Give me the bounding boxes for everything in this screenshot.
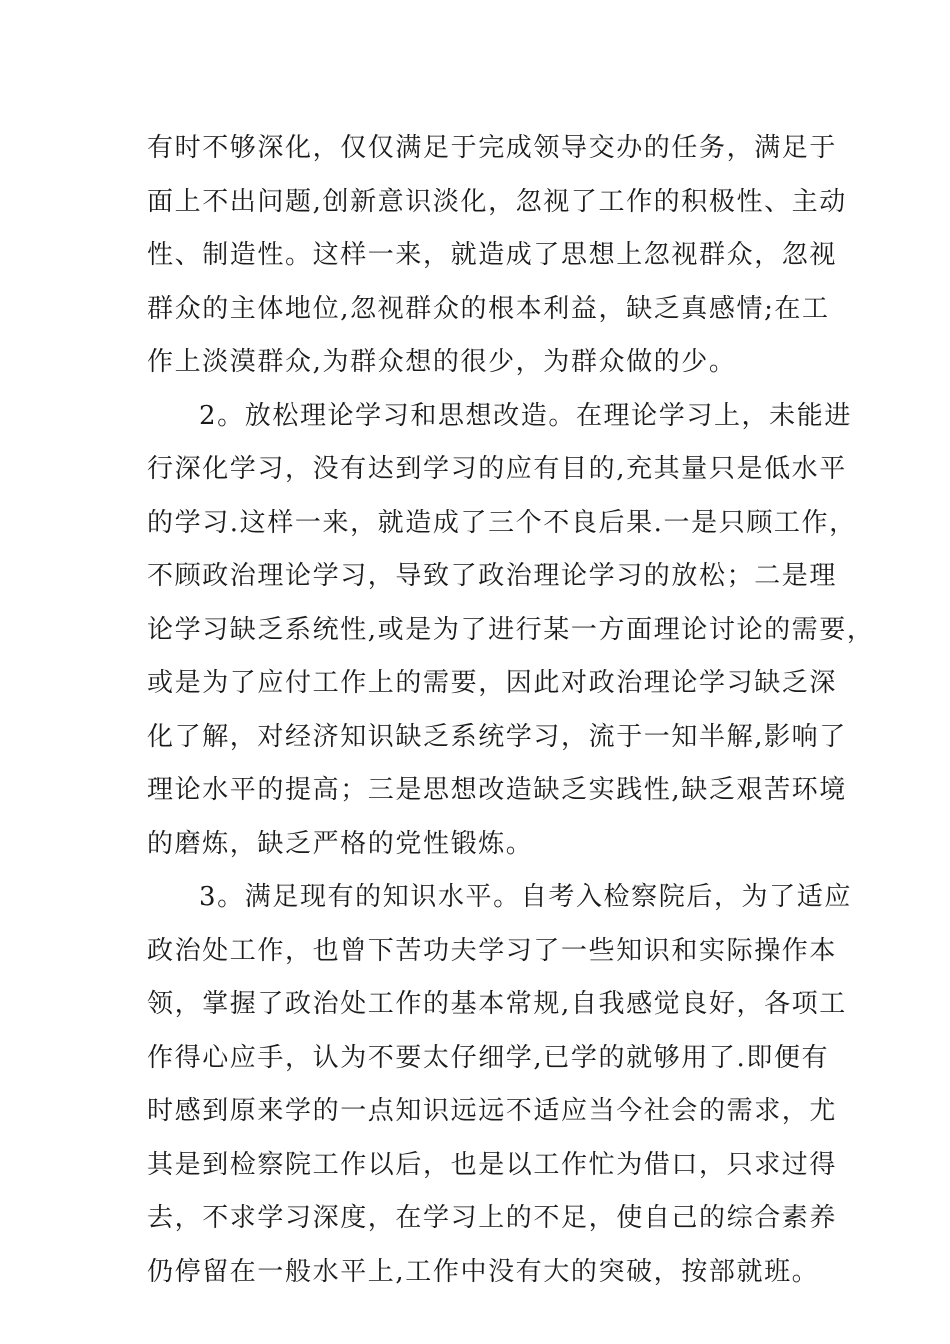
document-body [147,128,875,1305]
text-line: 仍停留在一般水平上,工作中没有大的突破，按部就班。 [147,1256,820,1287]
text-line: 行深化学习，没有达到学习的应有目的,充其量只是低水平 [147,454,847,484]
text-line: 论学习缺乏系统性,或是为了进行某一方面理论讨论的需要， [147,614,875,645]
text-line: 性、制造性。这样一来，就造成了思想上忽视群众，忽视 [147,240,838,270]
text-line: 政治处工作，也曾下苦功夫学习了一些知识和实际操作本 [147,935,838,966]
text-line: 领，掌握了政治处工作的基本常规,自我感觉良好，各项工 [147,989,847,1019]
text-line: 作上淡漠群众,为群众想的很少，为群众做的少。 [147,347,737,377]
text-line: 其是到检察院工作以后，也是以工作忙为借口，只求过得 [147,1149,838,1180]
text-line: 理论水平的提高；三是思想改造缺乏实践性,缺乏艰苦环境 [147,775,847,805]
text-line: 的学习.这样一来，就造成了三个不良后果.一是只顾工作， [147,507,857,538]
text-line: 化了解，对经济知识缺乏系统学习，流于一知半解,影响了 [147,721,847,752]
text-line: 或是为了应付工作上的需要，因此对政治理论学习缺乏深 [147,668,838,698]
paragraph-first-line: 3。满足现有的知识水平。自考入检察院后，为了适应 [199,882,852,912]
paragraph-first-line: 2。放松理论学习和思想改造。在理论学习上，未能进 [199,400,852,431]
text-line: 作得心应手，认为不要太仔细学,已学的就够用了.即便有 [147,1042,830,1073]
text-line: 时感到原来学的一点知识远远不适应当今社会的需求，尤 [147,1096,838,1126]
text-line: 去，不求学习深度，在学习上的不足，使自己的综合素养 [147,1203,838,1233]
text-line: 群众的主体地位,忽视群众的根本利益，缺乏真感情;在工 [147,293,830,324]
text-line: 有时不够深化，仅仅满足于完成领导交办的任务，满足于 [147,133,838,163]
text-line: 的磨炼，缺乏严格的党性锻炼。 [147,828,534,859]
text-line: 面上不出问题,创新意识淡化，忽视了工作的积极性、主动 [147,186,847,217]
text-line: 不顾政治理论学习，导致了政治理论学习的放松；二是理 [147,561,838,591]
